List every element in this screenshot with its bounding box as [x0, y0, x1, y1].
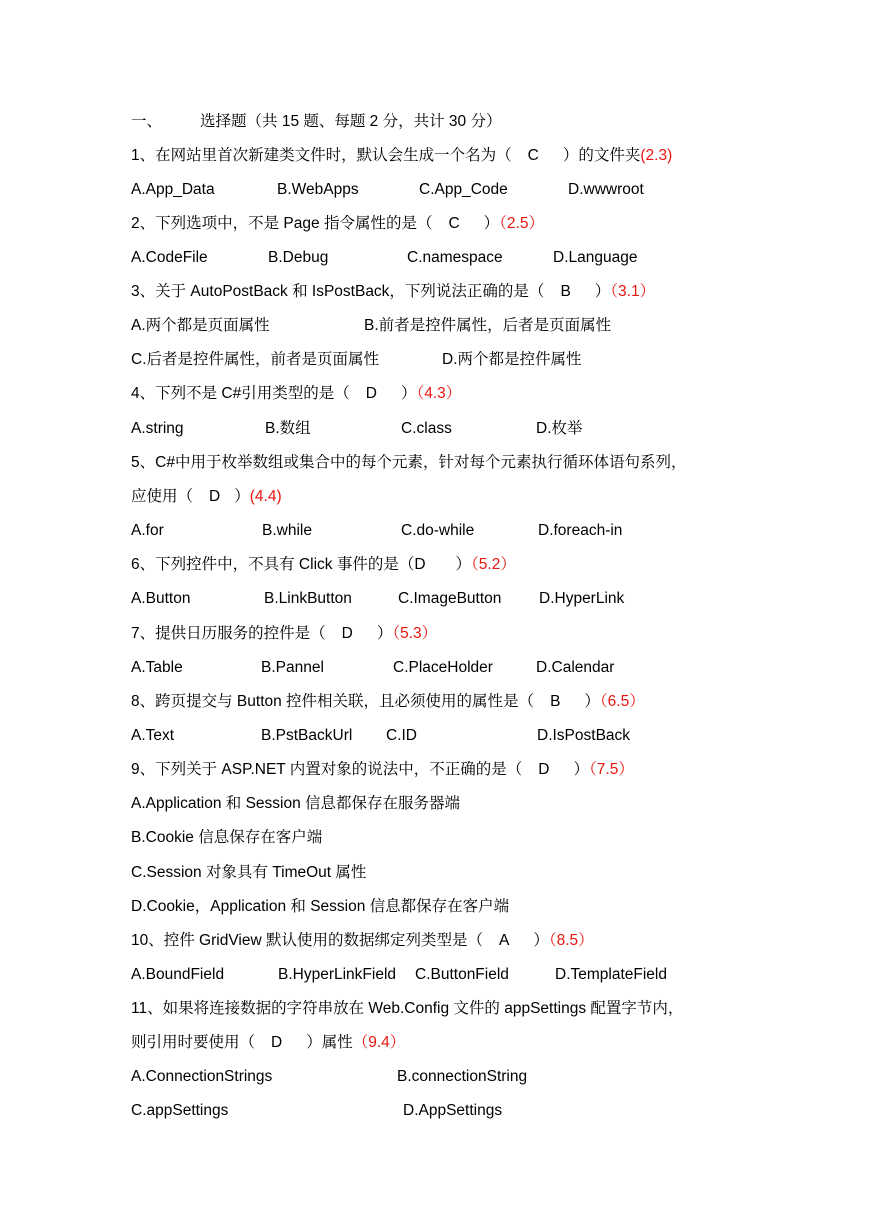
option-d: D.Cookie，Application 和 Session 信息都保存在客户端 [131, 898, 510, 915]
answer: C [448, 215, 460, 232]
question-8-stem: 8、跨页提交与 Button 控件相关联，且必须使用的属性是（ B ）（6.5） [131, 693, 645, 710]
section-ref: （4.3） [416, 385, 462, 402]
option-b: B.数组 [265, 420, 311, 437]
option-a: A.App_Data [131, 181, 215, 198]
option-c: C.class [401, 420, 452, 437]
option-d: D.Calendar [536, 659, 615, 676]
option-a: A.BoundField [131, 966, 225, 983]
option-b: B.Cookie 信息保存在客户端 [131, 829, 323, 846]
question-5-stem: 5、C#中用于枚举数组或集合中的每个元素，针对每个元素执行循环体语句系列， [131, 454, 687, 471]
question-3-stem: 3、关于 AutoPostBack 和 IsPostBack，下列说法正确的是（ B ）（3.1） [131, 283, 656, 300]
question-2-stem: 2、下列选项中，不是 Page 指令属性的是（ C ）（2.5） [131, 215, 544, 232]
option-d: D.Language [553, 249, 638, 266]
section-ref: （3.1） [610, 283, 656, 300]
option-d: D.foreach-in [538, 522, 623, 539]
option-c: C.appSettings [131, 1102, 229, 1119]
option-b: B.WebApps [277, 181, 359, 198]
answer: B [550, 693, 561, 710]
option-c: C.App_Code [419, 181, 508, 198]
answer: D [271, 1034, 283, 1051]
question-7-stem: 7、提供日历服务的控件是（ D ）（5.3） [131, 625, 438, 642]
option-a: A.Table [131, 659, 183, 676]
option-a: A.Button [131, 590, 191, 607]
answer: D [209, 488, 221, 505]
question-11-stem-line2: 则引用时要使用（ D ）属性（9.4） [131, 1034, 406, 1051]
section-ref: (4.4) [249, 488, 282, 505]
option-c: C.ButtonField [415, 966, 509, 983]
section-heading [131, 111, 501, 133]
question-9-option-c [131, 862, 366, 884]
option-b: B.前者是控件属性，后者是页面属性 [364, 317, 612, 334]
question-11-stem: 11、如果将连接数据的字符串放在 Web.Config 文件的 appSettings 配置字节内， [131, 1000, 684, 1017]
option-c: C.ImageButton [398, 590, 502, 607]
section-title: 选择题（共 15 题、每题 2 分，共计 30 分） [200, 113, 502, 130]
option-b: B.HyperLinkField [278, 966, 397, 983]
option-a: A.CodeFile [131, 249, 208, 266]
option-d: D.两个都是控件属性 [442, 351, 582, 368]
option-b: B.Debug [268, 249, 329, 266]
option-d: D.wwwroot [568, 181, 644, 198]
section-ref: （8.5） [548, 932, 594, 949]
option-b: B.LinkButton [264, 590, 352, 607]
option-c: C.后者是控件属性，前者是页面属性 [131, 351, 380, 368]
option-c: C.PlaceHolder [393, 659, 493, 676]
answer: D [341, 625, 353, 642]
section-ref: （9.4） [352, 1034, 406, 1051]
answer: D [538, 761, 550, 778]
option-d: D.AppSettings [403, 1102, 503, 1119]
section-ref: （6.5） [599, 693, 645, 710]
question-9-stem: 9、下列关于 ASP.NET 内置对象的说法中，不正确的是（ D ）（7.5） [131, 761, 634, 778]
option-a: A.string [131, 420, 184, 437]
question-9-option-b [131, 827, 322, 849]
option-b: B.Pannel [261, 659, 324, 676]
option-a: A.for [131, 522, 164, 539]
option-a: A.Text [131, 727, 175, 744]
question-6-stem: 6、下列控件中，不具有 Click 事件的是（D ）（5.2） [131, 556, 516, 573]
section-ref: (2.3) [640, 147, 673, 164]
option-a: A.Application 和 Session 信息都保存在服务器端 [131, 795, 461, 812]
option-d: D.TemplateField [555, 966, 667, 983]
option-b: B.PstBackUrl [261, 727, 353, 744]
answer: B [560, 283, 571, 300]
answer: A [498, 932, 510, 949]
option-d: D.枚举 [536, 420, 583, 437]
option-c: C.namespace [407, 249, 503, 266]
option-d: D.HyperLink [539, 590, 625, 607]
option-c: C.ID [386, 727, 417, 744]
option-c: C.Session 对象具有 TimeOut 属性 [131, 864, 367, 881]
question-9-option-d [131, 896, 509, 918]
option-d: D.IsPostBack [537, 727, 631, 744]
section-ref: （5.2） [471, 556, 516, 573]
question-1-stem: 1、在网站里首次新建类文件时，默认会生成一个名为（ C ）的文件夹(2.3) [131, 147, 673, 164]
answer: D [365, 385, 377, 402]
question-4-stem: 4、下列不是 C#引用类型的是（ D ）（4.3） [131, 385, 462, 402]
section-ref: （5.3） [392, 625, 438, 642]
option-b: B.connectionString [397, 1068, 528, 1085]
section-ref: （2.5） [499, 215, 544, 232]
section-number: 一、 [131, 113, 163, 130]
section-ref: （7.5） [589, 761, 634, 778]
option-a: A.两个都是页面属性 [131, 317, 270, 334]
question-10-stem: 10、控件 GridView 默认使用的数据绑定列类型是（ A ）（8.5） [131, 932, 594, 949]
question-9-option-a [131, 793, 460, 815]
option-a: A.ConnectionStrings [131, 1068, 273, 1085]
answer: D [414, 556, 426, 573]
option-b: B.while [262, 522, 312, 539]
answer: C [527, 147, 539, 164]
option-c: C.do-while [401, 522, 475, 539]
question-5-stem-line2: 应使用（ D ）(4.4) [131, 488, 282, 505]
